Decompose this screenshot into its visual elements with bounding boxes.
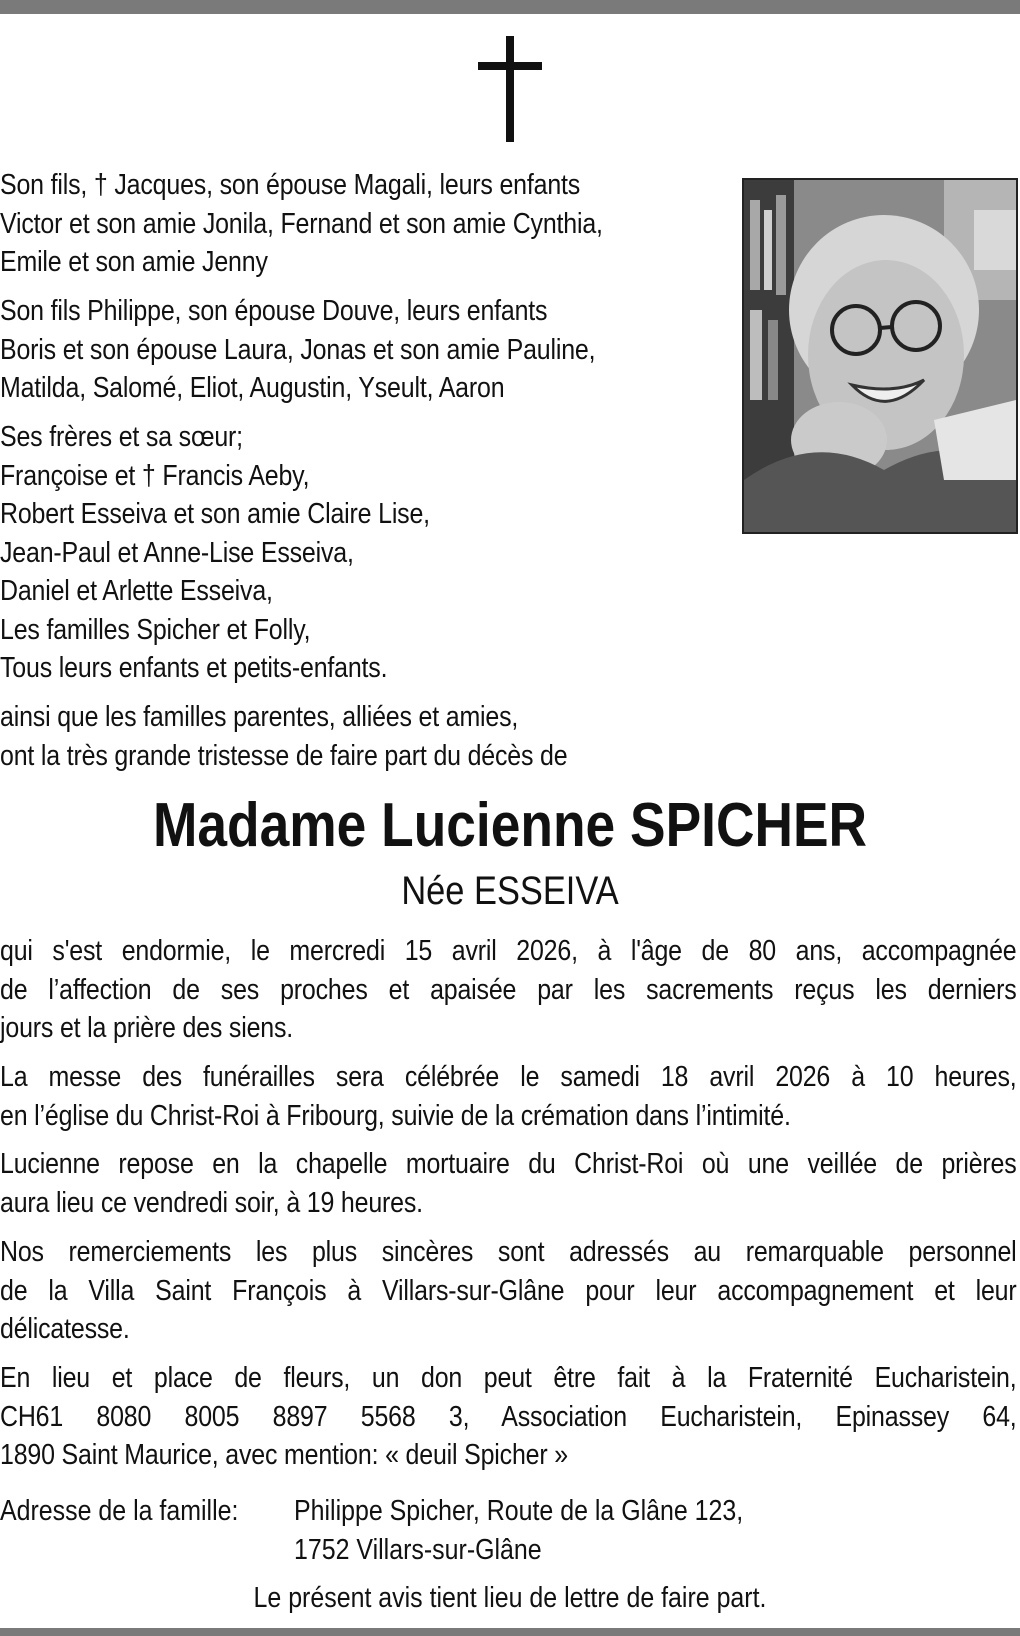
paragraph-donation [0, 1359, 1017, 1475]
family-line: Son fils, † Jacques, son épouse Magali, leurs enfants [0, 169, 581, 201]
bottom-border [0, 1628, 1020, 1636]
paragraph-line: 1890 Saint Maurice, avec mention: « deuil Spicher » [0, 1439, 568, 1471]
paragraph-vigil [0, 1145, 1017, 1222]
paragraph-line: jours et la prière des siens. [0, 1012, 294, 1044]
cross-icon [478, 36, 542, 142]
family-line: Son fils Philippe, son épouse Douve, leurs enfants [0, 295, 548, 327]
family-line: ont la très grande tristesse de faire part du décès de [0, 739, 568, 772]
family-line: Daniel et Arlette Esseiva, [0, 575, 273, 607]
paragraph-line: La messe des funérailles sera célébrée le samedi 18 avril 2026 à 10 heures, [0, 1061, 1017, 1093]
family-line: Robert Esseiva et son amie Claire Lise, [0, 498, 430, 530]
paragraph-line: En lieu et place de fleurs, un don peut être fait à la Fraternité Eucharistein, [0, 1362, 1017, 1394]
paragraph-line: en l’église du Christ-Roi à Fribourg, suivie de la crémation dans l’intimité. [0, 1099, 791, 1132]
paragraph-line: de l’affection de ses proches et apaisée par les sacrements reçus les derniers [0, 973, 1017, 1006]
paragraph-line: délicatesse. [0, 1313, 130, 1345]
closing-note: Le présent avis tient lieu de lettre de faire part. [253, 1582, 767, 1614]
paragraph-line: Lucienne repose en la chapelle mortuaire du Christ-Roi où une veillée de prières [0, 1148, 1017, 1180]
paragraph-line: qui s'est endormie, le mercredi 15 avril 2026, à l'âge de 80 ans, accompagnée [0, 935, 1017, 967]
family-line: Victor et son amie Jonila, Fernand et son amie Cynthia, [0, 207, 603, 240]
family-line: Boris et son épouse Laura, Jonas et son amie Pauline, [0, 333, 596, 366]
address-line-2: 1752 Villars-sur-Glâne [294, 1533, 542, 1566]
address-line-1: Philippe Spicher, Route de la Glâne 123, [294, 1495, 744, 1527]
paragraph-death [0, 932, 1017, 1048]
family-line: Les familles Spicher et Folly, [0, 613, 311, 646]
paragraph-line: aura lieu ce vendredi soir, à 19 heures. [0, 1186, 423, 1219]
top-border [0, 0, 1020, 14]
family-line: Emile et son amie Jenny [0, 246, 268, 278]
address-label: Adresse de la famille: [0, 1495, 239, 1527]
family-line: Tous leurs enfants et petits-enfants. [0, 652, 388, 684]
family-line: Jean-Paul et Anne-Lise Esseiva, [0, 536, 354, 569]
family-line: Matilda, Salomé, Eliot, Augustin, Yseult, Aaron [0, 372, 505, 404]
family-line: Ses frères et sa sœur; [0, 421, 243, 453]
family-line: Françoise et † Francis Aeby, [0, 459, 310, 492]
family-line: ainsi que les familles parentes, alliées et amies, [0, 701, 519, 733]
maiden-name: Née ESSEIVA [401, 869, 619, 913]
paragraph-funeral [0, 1058, 1017, 1135]
paragraph-line: CH61 8080 8005 8897 5568 3, Association Eucharistein, Epinassey 64, [0, 1400, 1017, 1433]
paragraph-thanks [0, 1233, 1017, 1349]
paragraph-line: Nos remerciements les plus sincères sont adressés au remarquable personnel [0, 1236, 1017, 1268]
paragraph-line: de la Villa Saint François à Villars-sur-Glâne pour leur accompagnement et leur [0, 1274, 1017, 1307]
deceased-name: Madame Lucienne SPICHER [152, 791, 868, 860]
portrait-photo [742, 178, 1018, 534]
